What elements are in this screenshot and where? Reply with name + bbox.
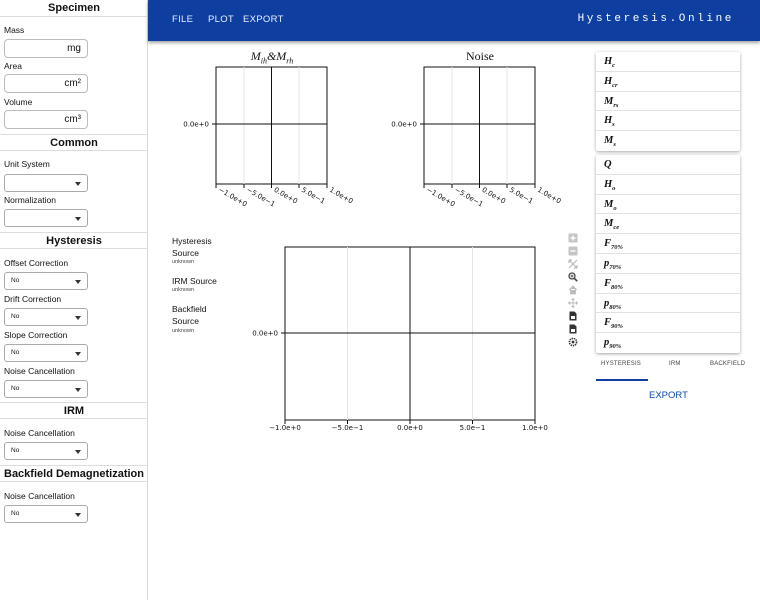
home-icon[interactable] [568, 285, 578, 295]
param-symbol: F [604, 317, 612, 329]
param-symbol: M [604, 218, 614, 230]
param-subscript: 90% [611, 323, 623, 331]
param-symbol: F [604, 277, 612, 289]
x-tick-label: −5.0e−1 [245, 185, 277, 209]
x-tick-label: −1.0e+0 [217, 185, 249, 209]
autoscale-icon[interactable] [568, 259, 578, 269]
backfield-section [0, 465, 148, 535]
param-subscript: 70% [611, 244, 623, 252]
param-item-q[interactable] [596, 155, 740, 175]
irm-section [0, 402, 148, 466]
noise-plot[interactable] [388, 62, 578, 212]
area-input[interactable] [4, 74, 88, 93]
irm-source-value: unknown [172, 287, 195, 293]
backfield-noise-value: No [11, 510, 20, 517]
mih-x-ticks [216, 184, 354, 209]
param-item-mrs[interactable] [596, 92, 740, 112]
x-tick-label: 1.0e+0 [536, 185, 563, 206]
settings-icon[interactable] [568, 337, 578, 347]
normalization-label: Normalization [4, 195, 56, 205]
noise-plot-title: Noise [466, 49, 494, 63]
param-symbol: M [604, 95, 614, 107]
param-subscript: 90% [609, 343, 622, 351]
x-tick-label: −5.0e−1 [331, 424, 364, 432]
backfield-source-title [172, 303, 207, 327]
param-item-ho[interactable] [596, 175, 740, 195]
param-subscript: c [612, 62, 616, 70]
mass-unit: mg [67, 43, 81, 54]
app-bar [148, 0, 760, 41]
chevron-down-icon [75, 182, 81, 186]
hysteresis-title: Hysteresis [0, 232, 148, 249]
area-unit: cm² [64, 78, 81, 89]
file-menu-button[interactable]: FILE [172, 14, 194, 25]
plus-square-icon[interactable] [568, 233, 578, 243]
param-item-p80[interactable] [596, 294, 740, 314]
x-tick-label: −1.0e+0 [425, 185, 457, 209]
irm-title: IRM [0, 402, 148, 419]
specimen-section [0, 0, 148, 135]
param-symbol: M [604, 198, 614, 210]
mih-title-m: M [250, 49, 261, 63]
noise-x-ticks [424, 184, 562, 209]
param-symbol: F [604, 238, 612, 250]
slope-correction-select[interactable] [4, 344, 88, 362]
volume-input[interactable] [4, 110, 88, 129]
param-item-f90[interactable] [596, 313, 740, 333]
irm-noise-label: Noise Cancellation [4, 428, 75, 438]
mih-title-sub1: ih [260, 56, 267, 66]
irm-noise-select[interactable] [4, 442, 88, 460]
hysteresis-section [0, 232, 148, 404]
param-subscript: ce [613, 224, 620, 232]
drift-correction-label: Drift Correction [4, 294, 62, 304]
hysteresis-plot[interactable] [250, 240, 560, 440]
param-symbol: p [604, 337, 610, 349]
param-subscript: 80% [611, 283, 623, 291]
backfield-source-value: unknown [172, 328, 195, 334]
hyst-noise-value: No [11, 385, 20, 392]
drift-correction-value: No [11, 313, 20, 320]
common-title: Common [0, 134, 148, 151]
download-icon[interactable] [568, 324, 578, 334]
mih-plot[interactable] [180, 62, 370, 212]
param-subscript: o [613, 204, 617, 212]
mass-input[interactable] [4, 39, 88, 58]
unit-system-label: Unit System [4, 159, 50, 169]
param-item-p70[interactable] [596, 254, 740, 274]
data-tabs [596, 357, 746, 381]
param-symbol: p [604, 297, 610, 309]
param-subscript: s [613, 141, 616, 149]
param-item-ms[interactable] [596, 131, 740, 151]
param-item-mo[interactable] [596, 195, 740, 215]
tab-hysteresis[interactable]: HYSTERESIS [601, 361, 642, 367]
chevron-down-icon [75, 352, 81, 356]
param-symbol: Q [604, 158, 612, 170]
area-label: Area [4, 61, 22, 71]
parameter-list [596, 52, 740, 357]
chevron-down-icon [75, 388, 81, 392]
offset-correction-value: No [11, 277, 20, 284]
x-tick-label: 1.0e+0 [328, 185, 355, 206]
param-item-f80[interactable] [596, 274, 740, 294]
y-tick-label: 0.0e+0 [391, 120, 417, 129]
param-symbol: H [604, 75, 613, 87]
app-brand: Hysteresis.Online [577, 13, 734, 25]
hyst-noise-select[interactable] [4, 380, 88, 398]
param-subscript: s [612, 121, 615, 129]
backfield-title: Backfield Demagnetization [0, 465, 148, 482]
param-item-p90[interactable] [596, 333, 740, 353]
hysteresis-source-line2: Source [172, 248, 199, 258]
param-item-f70[interactable] [596, 234, 740, 254]
tab-backfield[interactable]: BACKFIELD [710, 361, 746, 367]
plot-menu-button[interactable]: PLOT [208, 14, 235, 25]
x-tick-label: 0.0e+0 [272, 185, 299, 206]
slope-correction-value: No [11, 349, 20, 356]
chevron-down-icon [75, 316, 81, 320]
param-symbol: H [604, 115, 613, 127]
slope-correction-label: Slope Correction [4, 330, 68, 340]
x-tick-label: 1.0e+0 [522, 424, 548, 432]
export-menu-button[interactable]: EXPORT [243, 14, 284, 25]
backfield-source-line2: Source [172, 316, 199, 326]
chevron-down-icon [75, 217, 81, 221]
hyst-noise-label: Noise Cancellation [4, 366, 75, 376]
unit-system-select[interactable] [4, 174, 88, 192]
chevron-down-icon [75, 280, 81, 284]
tab-irm[interactable]: IRM [669, 361, 681, 367]
specimen-title: Specimen [0, 0, 148, 17]
y-tick-label: 0.0e+0 [183, 120, 209, 129]
minus-square-icon[interactable] [568, 246, 578, 256]
x-tick-label: −5.0e−1 [453, 185, 485, 209]
common-section [0, 134, 148, 234]
param-subscript: 80% [609, 303, 622, 311]
main-x-ticks [269, 420, 548, 432]
mih-title-amp: &M [266, 49, 287, 63]
param-item-hs[interactable] [596, 111, 740, 131]
param-item-hc[interactable] [596, 52, 740, 72]
download-icon[interactable] [568, 311, 578, 321]
tab-indicator [596, 379, 648, 381]
offset-correction-select[interactable] [4, 272, 88, 290]
param-symbol: M [604, 135, 614, 147]
offset-correction-label: Offset Correction [4, 258, 69, 268]
y-tick-label: 0.0e+0 [252, 329, 278, 338]
x-tick-label: 5.0e−1 [459, 424, 486, 432]
param-symbol: H [604, 178, 613, 190]
chevron-down-icon [75, 513, 81, 517]
backfield-noise-label: Noise Cancellation [4, 491, 75, 501]
mih-title-sub2: rh [286, 56, 294, 66]
hysteresis-source-title [172, 235, 212, 259]
param-symbol: H [604, 56, 613, 67]
x-tick-label: 5.0e−1 [300, 185, 327, 206]
pan-icon[interactable] [568, 298, 578, 308]
param-subscript: o [612, 184, 616, 192]
irm-noise-value: No [11, 447, 20, 454]
param-group-primary [596, 52, 740, 151]
zoom-icon[interactable] [568, 272, 578, 282]
hysteresis-source-value: unknown [172, 259, 195, 265]
backfield-source-line1: Backfield [172, 304, 207, 314]
mass-label: Mass [4, 25, 25, 35]
drift-correction-select[interactable] [4, 308, 88, 326]
export-button[interactable]: EXPORT [649, 390, 688, 401]
normalization-select[interactable] [4, 209, 88, 227]
volume-unit: cm³ [64, 114, 81, 125]
x-tick-label: 5.0e−1 [508, 185, 535, 206]
param-subscript: 70% [609, 264, 622, 272]
x-tick-label: 0.0e+0 [397, 424, 423, 432]
param-subscript: rs [613, 101, 619, 109]
settings-sidebar [0, 0, 148, 600]
param-item-mce[interactable] [596, 214, 740, 234]
x-tick-label: 0.0e+0 [480, 185, 507, 206]
param-symbol: p [604, 257, 610, 269]
irm-source-title: IRM Source [172, 276, 217, 286]
backfield-noise-select[interactable] [4, 505, 88, 523]
hysteresis-source-line1: Hysteresis [172, 236, 212, 246]
param-item-hcr[interactable] [596, 72, 740, 92]
param-subscript: cr [612, 81, 618, 89]
param-group-secondary [596, 155, 740, 353]
volume-label: Volume [4, 97, 33, 107]
chevron-down-icon [75, 450, 81, 454]
x-tick-label: −1.0e+0 [269, 424, 301, 432]
